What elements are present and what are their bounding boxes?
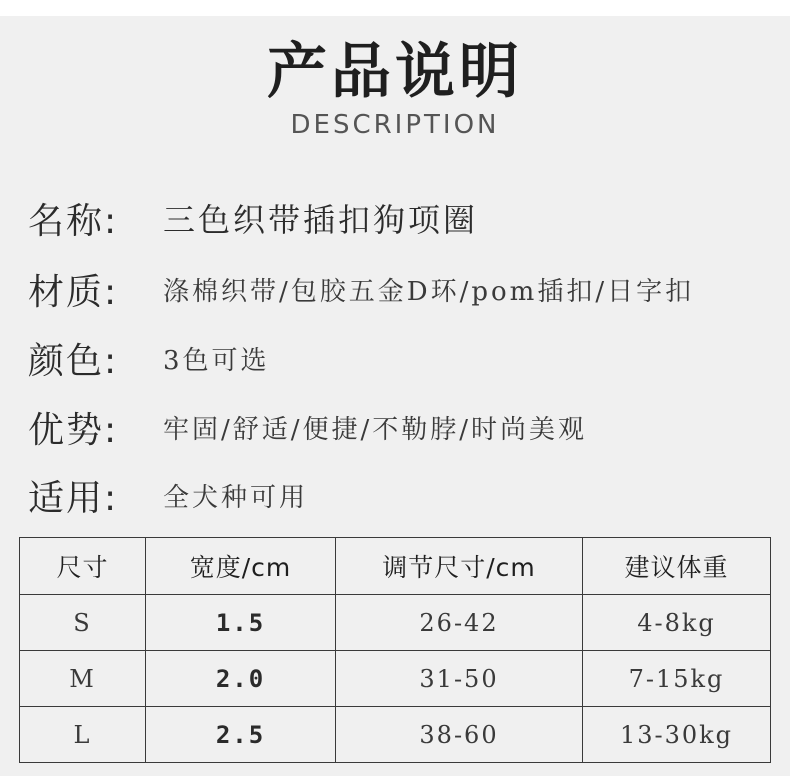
spec-row-material (28, 264, 694, 314)
cell-adjust-size: 31-50 (336, 651, 583, 707)
cell-size: S (20, 595, 146, 651)
cell-weight: 13-30kg (583, 707, 771, 763)
size-table (19, 537, 771, 763)
cell-width: 2.0 (146, 651, 336, 707)
cell-size: L (20, 707, 146, 763)
page-subtitle: DESCRIPTION (290, 110, 500, 140)
spec-value: 涤棉织带/包胶五金D环/pom插扣/日字扣 (163, 276, 695, 307)
table-row (20, 595, 771, 651)
spec-label: 材质: (28, 271, 119, 313)
spec-label: 适用: (28, 477, 119, 519)
spec-label: 优势: (28, 409, 119, 451)
spec-label: 颜色: (28, 340, 119, 382)
header-width: 宽度/cm (146, 538, 336, 595)
spec-row-name (28, 193, 478, 243)
header-weight: 建议体重 (583, 538, 771, 595)
spec-row-color (28, 333, 270, 383)
top-strip (0, 0, 790, 16)
table-row (20, 707, 771, 763)
cell-weight: 7-15kg (583, 651, 771, 707)
cell-width: 1.5 (146, 595, 336, 651)
cell-size: M (20, 651, 146, 707)
page-title: 产品说明 (267, 37, 523, 107)
cell-adjust-size: 26-42 (336, 595, 583, 651)
spec-row-advantages (28, 402, 587, 452)
spec-value: 牢固/舒适/便捷/不勒脖/时尚美观 (163, 414, 588, 445)
spec-label: 名称: (28, 200, 119, 242)
header-size: 尺寸 (20, 538, 146, 595)
spec-row-suitable (28, 470, 308, 520)
table-row (20, 651, 771, 707)
cell-adjust-size: 38-60 (336, 707, 583, 763)
spec-value: 全犬种可用 (163, 482, 309, 513)
spec-value: 3色可选 (163, 345, 270, 376)
cell-weight: 4-8kg (583, 595, 771, 651)
cell-width: 2.5 (146, 707, 336, 763)
spec-value: 三色织带插扣狗项圈 (163, 201, 479, 239)
header-adjust-size: 调节尺寸/cm (336, 538, 583, 595)
table-header-row (20, 538, 771, 595)
